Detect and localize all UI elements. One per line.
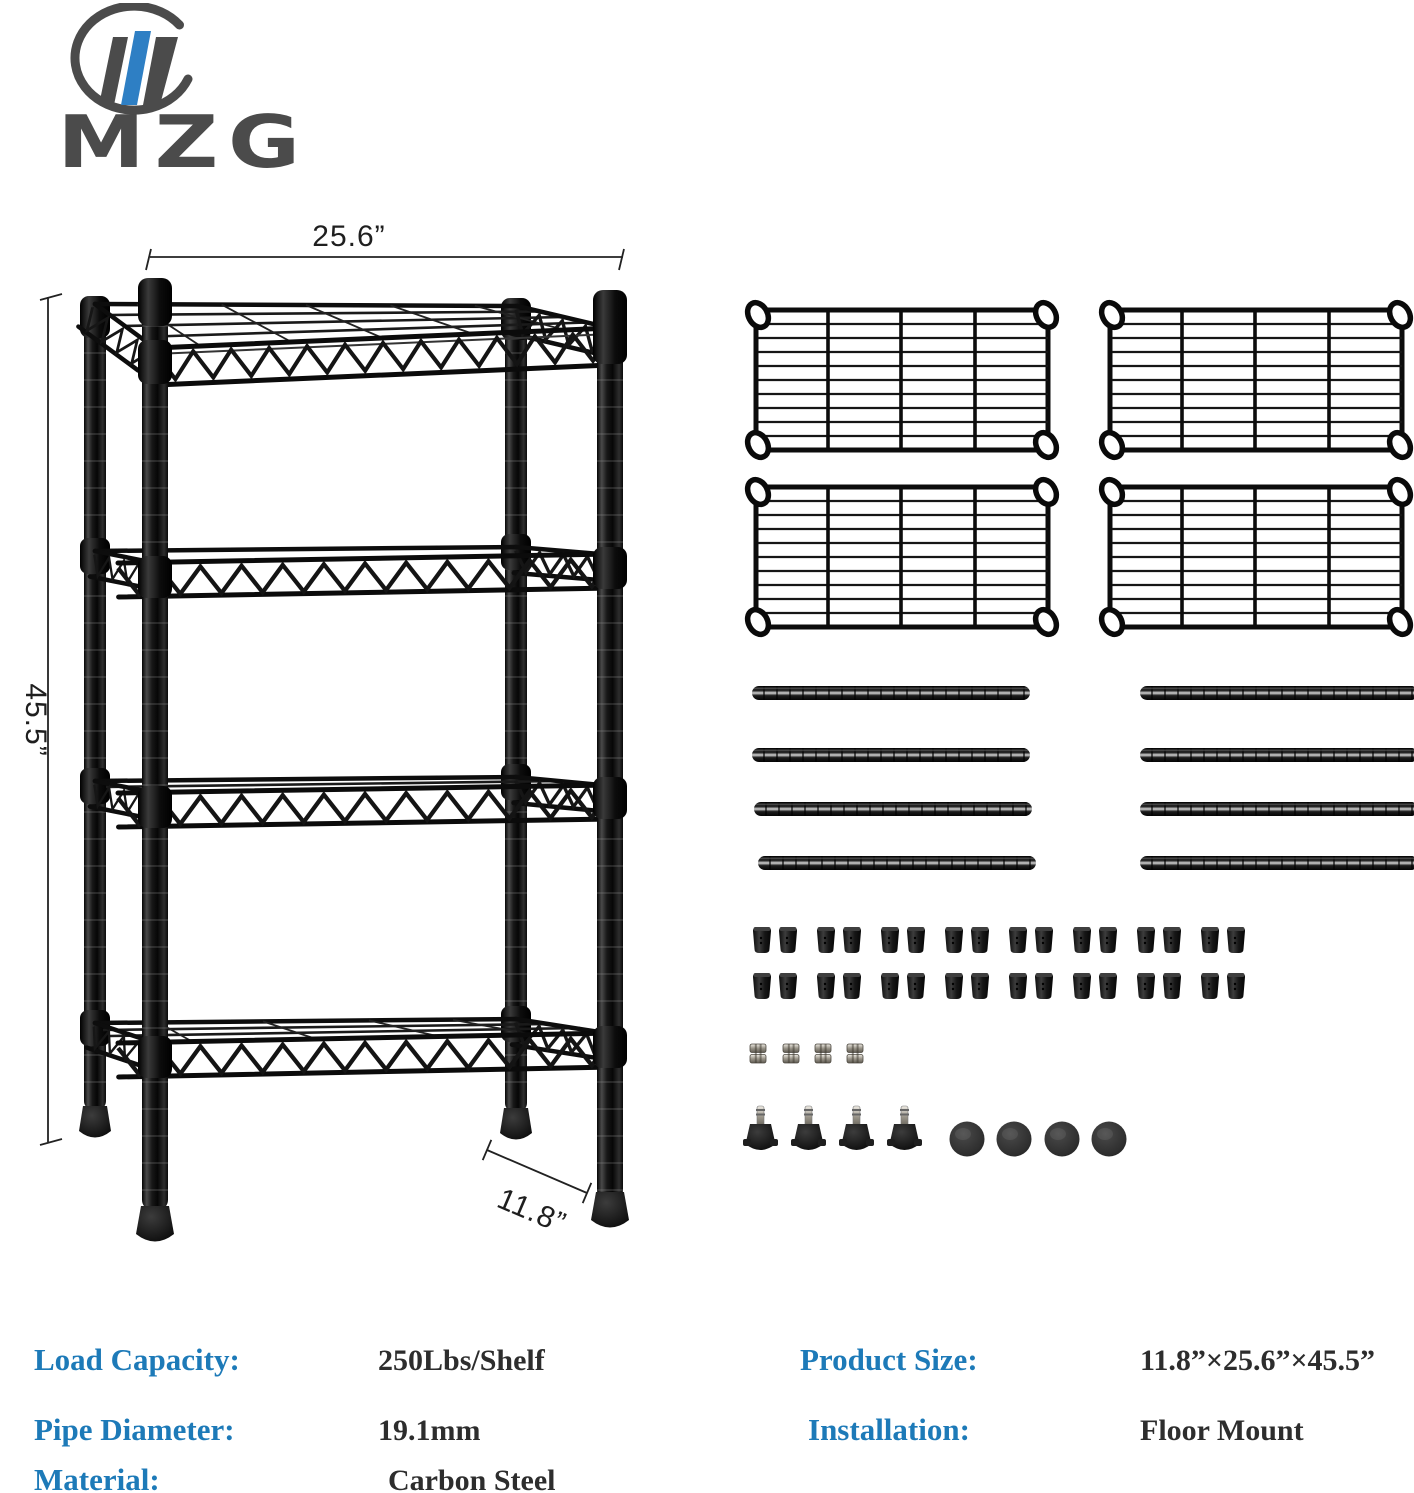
spec-label: Installation: <box>808 1412 970 1447</box>
shelving-unit-illustration <box>0 220 670 1280</box>
spec-load-capacity-value <box>378 1344 545 1378</box>
dimension-width-label: 25.6” <box>312 220 386 253</box>
logo-emblem-icon <box>75 6 188 110</box>
spec-label: Material: <box>34 1462 160 1493</box>
spec-material-value <box>388 1464 556 1493</box>
spec-value: 11.8”×25.6”×45.5” <box>1140 1344 1376 1377</box>
connectors-group <box>750 1044 863 1063</box>
dimension-height <box>19 294 62 1145</box>
spec-value: 250Lbs/Shelf <box>378 1344 545 1377</box>
foot-front-left <box>136 1206 174 1242</box>
spec-label: Product Size: <box>800 1342 978 1377</box>
post-back-left <box>80 296 110 1110</box>
spec-value: Floor Mount <box>1140 1414 1304 1447</box>
brand-logo <box>55 3 385 178</box>
post-front-right <box>593 290 627 1200</box>
dimension-depth <box>483 1140 592 1240</box>
pole-parts-group <box>752 686 1414 870</box>
spec-load-capacity <box>34 1342 240 1378</box>
foot-back-right <box>500 1108 532 1140</box>
spec-installation <box>808 1412 970 1448</box>
spec-installation-value <box>1140 1414 1304 1448</box>
foot-front-right <box>591 1192 629 1228</box>
spec-product-size <box>800 1342 978 1378</box>
shelf4-front-truss <box>118 1033 613 1077</box>
wire-shelf-panel-1 <box>744 299 1061 461</box>
sleeve-clips-group <box>753 927 1245 999</box>
dimension-depth-label: 11.8” <box>492 1182 571 1241</box>
spec-material <box>34 1462 160 1493</box>
dimension-width <box>146 220 624 270</box>
post-back-right <box>501 298 531 1112</box>
wire-shelf-panel-4 <box>1098 476 1414 638</box>
dimension-height-label: 45.5” <box>19 683 52 757</box>
shelf1-front-truss <box>155 328 612 385</box>
spec-value: 19.1mm <box>378 1414 481 1447</box>
spec-pipe-diameter <box>34 1412 235 1448</box>
spec-label: Pipe Diameter: <box>34 1412 235 1447</box>
spec-product-size-value <box>1140 1344 1375 1378</box>
wire-shelf-panel-3 <box>744 476 1061 638</box>
end-caps-group <box>950 1122 1127 1157</box>
spec-value: Carbon Steel <box>388 1464 556 1493</box>
leveling-feet-group <box>743 1106 922 1150</box>
wire-shelf-panel-2 <box>1098 299 1414 461</box>
spec-pipe-diameter-value <box>378 1414 480 1448</box>
parts-diagram <box>700 280 1414 1190</box>
logo-text: MZG <box>57 99 310 178</box>
spec-label: Load Capacity: <box>34 1342 240 1377</box>
post-front-left <box>138 278 172 1210</box>
foot-back-left <box>79 1106 111 1138</box>
